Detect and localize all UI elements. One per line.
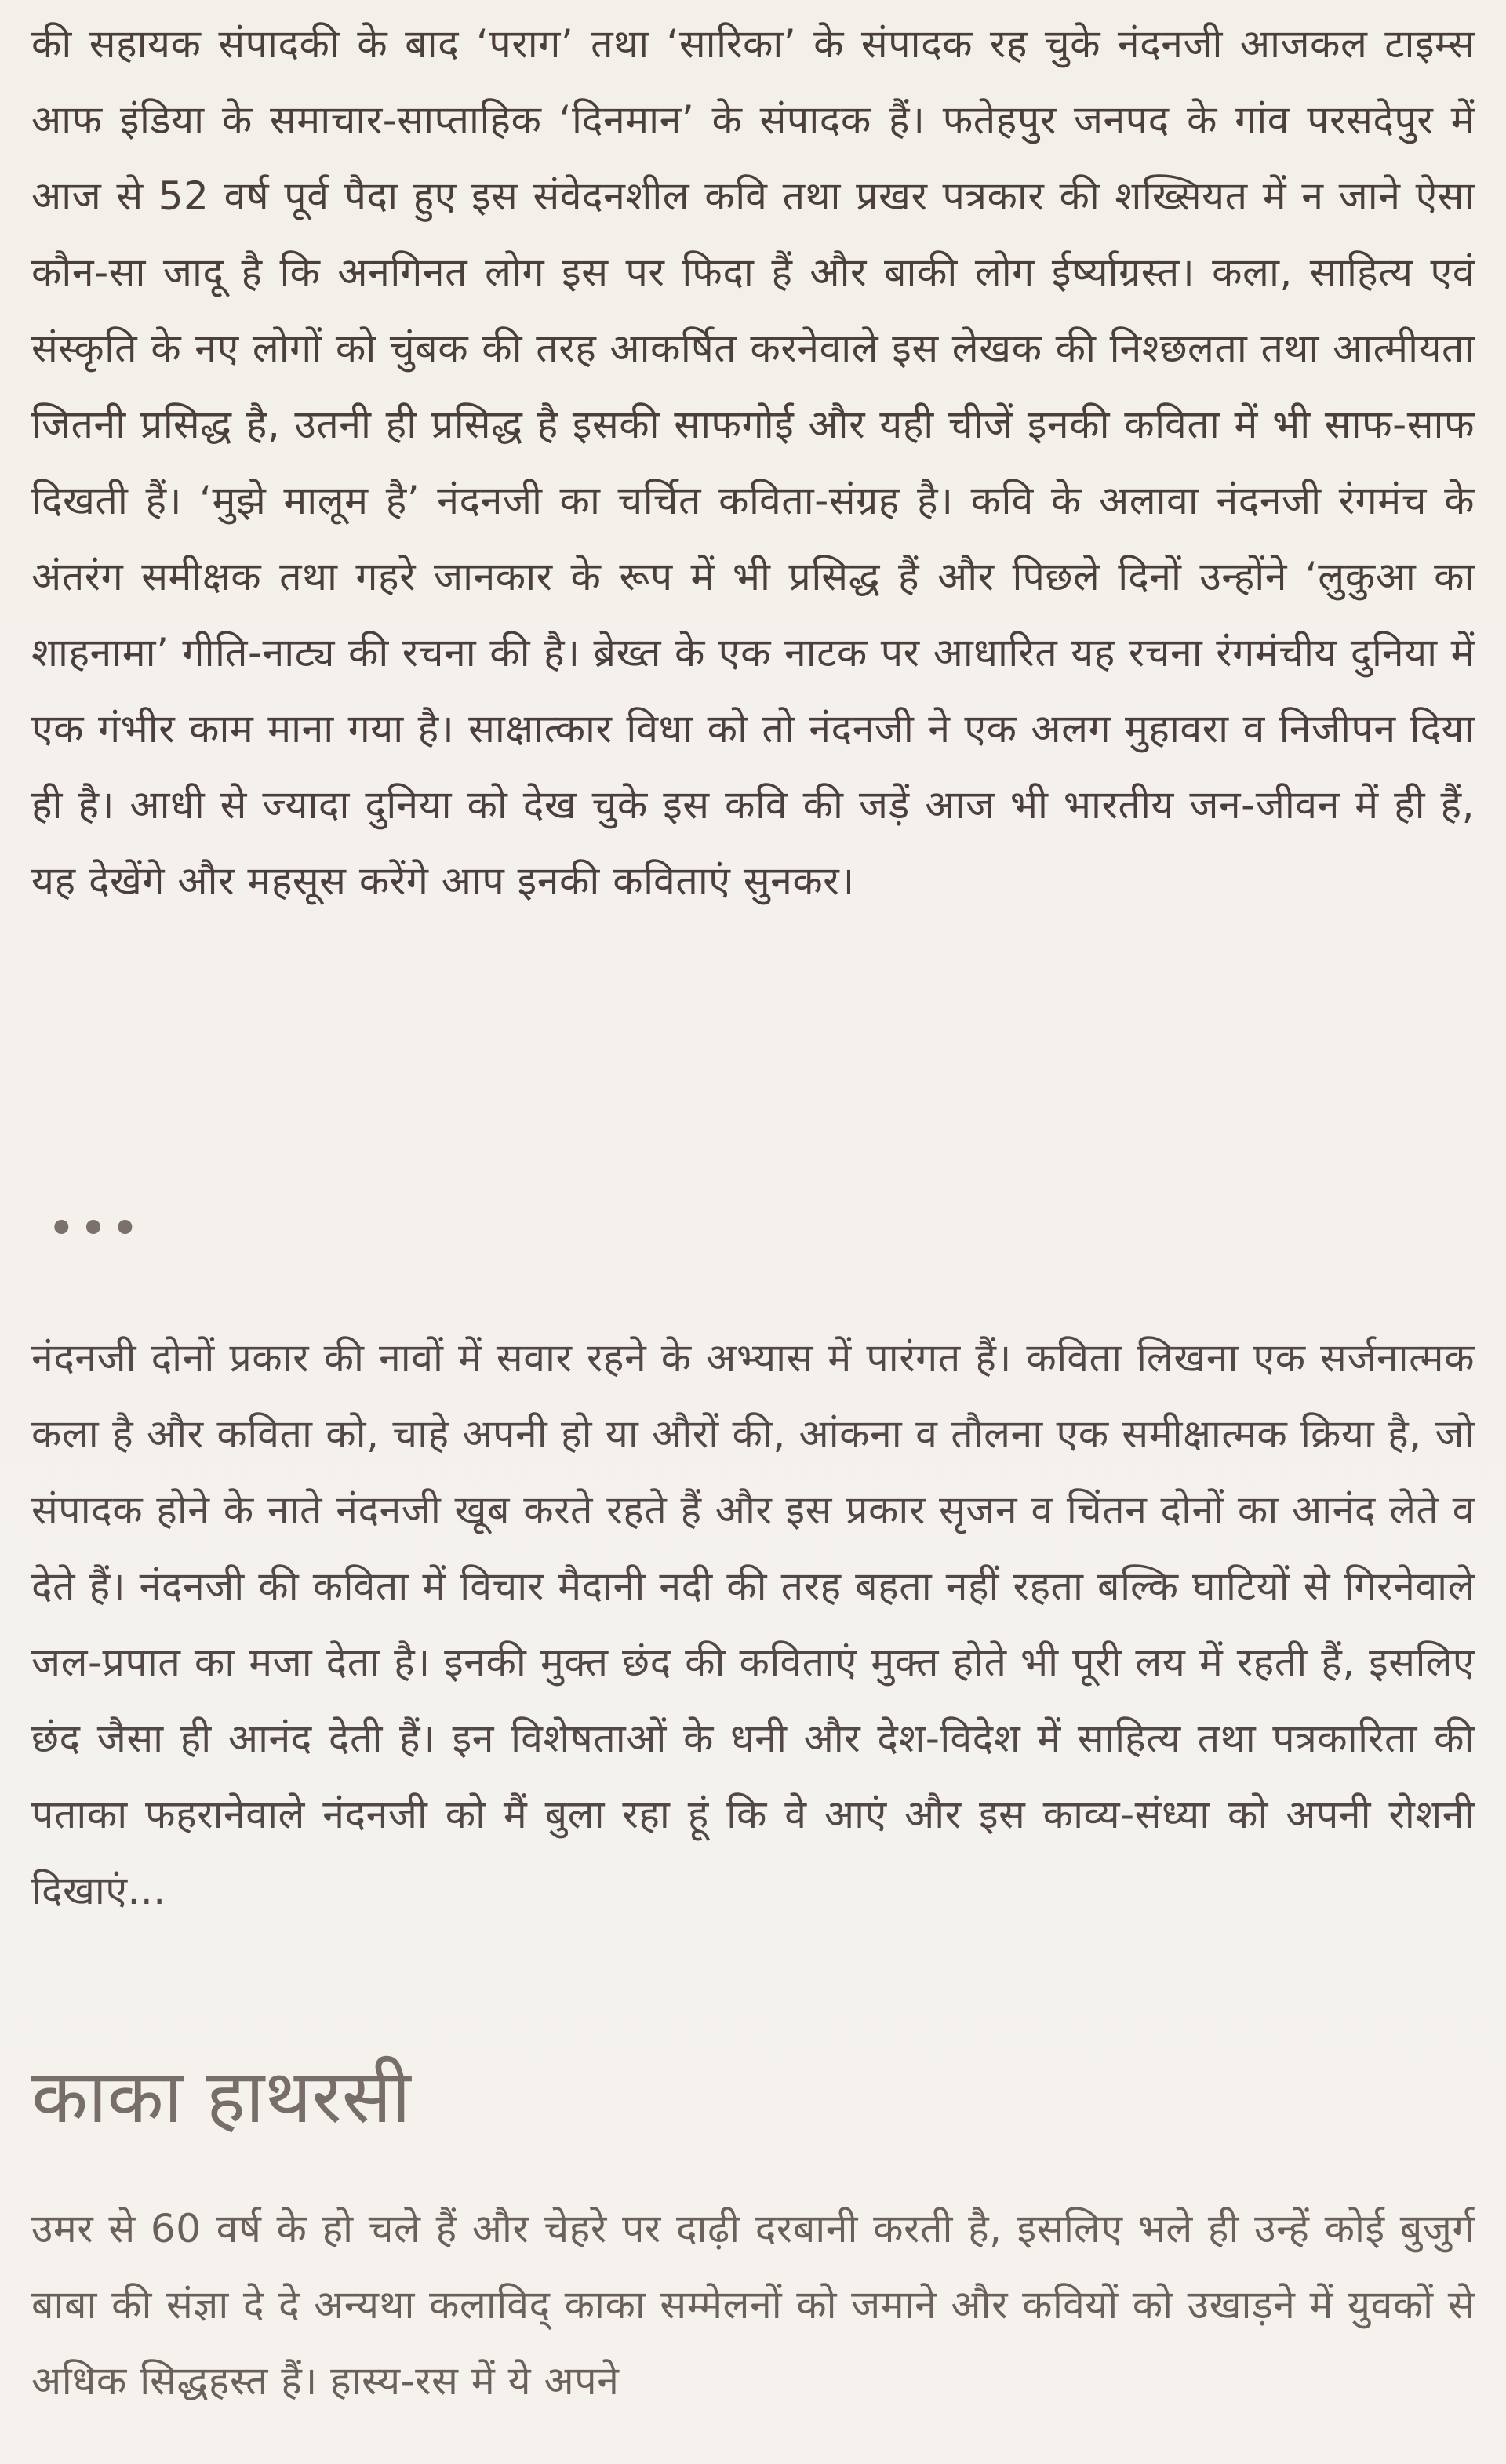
section-separator: ••• — [47, 1199, 143, 1257]
book-page — [31, 0, 1475, 2464]
section-heading-kaka-hathrasi: काका हाथरसी — [31, 2055, 411, 2140]
body-paragraph-nandan-poetry: नंदनजी दोनों प्रकार की नावों में सवार रहने के अभ्यास में पारंगत हैं। कविता लिखना एक सर्जनात्मक कला है और कविता को, चाहे अपनी हो या औरों की, आंकना व तौलना एक समीक्षात्मक क्रिया है, जो संपादक होने के नाते नंदनजी खूब करते रहते हैं और इस प्रकार सृजन व चिंतन दोनों का आनंद लेते व देते हैं। नंदनजी की कविता में विचार मैदानी नदी की तरह बहता नहीं रहता बल्कि घाटियों से गिरनेवाले जल-प्रपात का मजा देता है। इनकी मुक्त छंद की कविताएं मुक्त होते भी पूरी लय में रहती हैं, इसलिए छंद जैसा ही आनंद देती हैं। इन विशेषताओं के धनी और देश-विदेश में साहित्य तथा पत्रकारिता की पताका फहरानेवाले नंदनजी को मैं बुला रहा हूं कि वे आएं और इस काव्य-संध्या को अपनी रोशनी दिखाएं... — [31, 1335, 1475, 1913]
body-paragraph-nandan-intro: की सहायक संपादकी के बाद ‘पराग’ तथा ‘सारिका’ के संपादक रह चुके नंदनजी आजकल टाइम्स आफ इंडिया के समाचार-साप्ताहिक ‘दिनमान’ के संपादक हैं। फतेहपुर जनपद के गांव परसदेपुर में आज से 52 वर्ष पूर्व पैदा हुए इस संवेदनशील कवि तथा प्रखर पत्रकार की शख्सियत में न जाने ऐसा कौन-सा जादू है कि अनगिनत लोग इस पर फिदा हैं और बाकी लोग ईर्ष्याग्रस्त। कला, साहित्य एवं संस्कृति के नए लोगों को चुंबक की तरह आकर्षित करनेवाले इस लेखक की निश्छलता तथा आत्मीयता जितनी प्रसिद्ध है, उतनी ही प्रसिद्ध है इसकी साफगोई और यही चीजें इनकी कविता में भी साफ-साफ दिखती हैं। ‘मुझे मालूम है’ नंदनजी का चर्चित कविता-संग्रह है। कवि के अलावा नंदनजी रंगमंच के अंतरंग समीक्षक तथा गहरे जानकार के रूप में भी प्रसिद्ध हैं और पिछले दिनों उन्होंने ‘लुकुआ का शाहनामा’ गीति-नाट्य की रचना की है। ब्रेख्त के एक नाटक पर आधारित यह रचना रंगमंचीय दुनिया में एक गंभीर काम माना गया है। साक्षात्कार विधा को तो नंदनजी ने एक अलग मुहावरा व निजीपन दिया ही है। आधी से ज्यादा दुनिया को देख चुके इस कवि की जड़ें आज भी भारतीय जन-जीवन में ही हैं, यह देखेंगे और महसूस करेंगे आप इनकी कविताएं सुनकर। — [31, 21, 1475, 904]
body-paragraph-kaka-intro: उमर से 60 वर्ष के हो चले हैं और चेहरे पर दाढ़ी दरबानी करती है, इसलिए भले ही उन्हें कोई बुजुर्ग बाबा की संज्ञा दे दे अन्यथा कलाविद् काका सम्मेलनों को जमाने और कवियों को उखाड़ने में युवकों से अधिक सिद्धहस्त हैं। हास्य-रस में ये अपने — [31, 2206, 1475, 2404]
